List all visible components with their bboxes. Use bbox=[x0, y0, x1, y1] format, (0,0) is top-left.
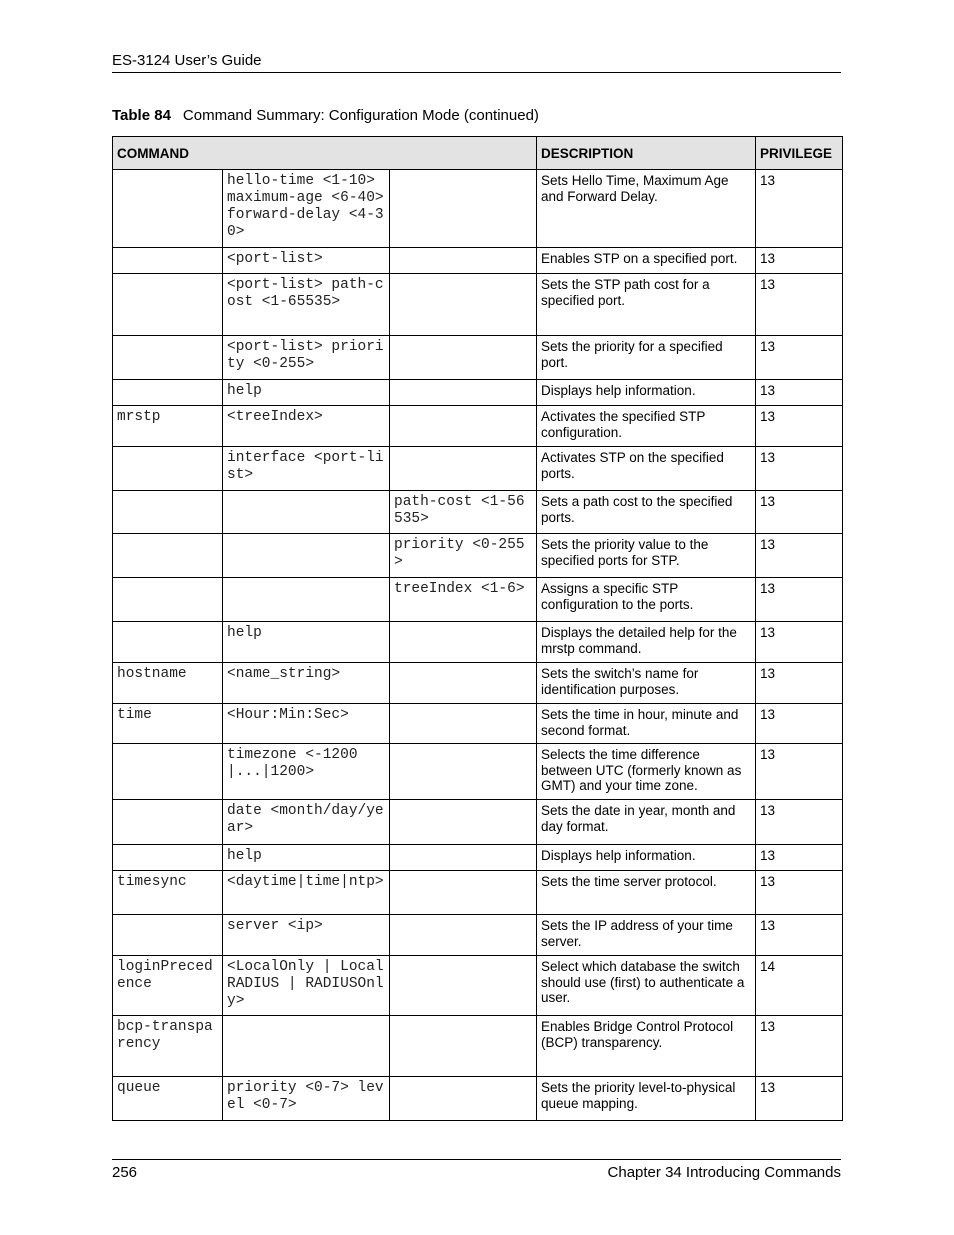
privilege-cell: 13 bbox=[756, 534, 843, 578]
table-row bbox=[113, 1077, 843, 1121]
table-row bbox=[113, 956, 843, 1016]
description-cell: Sets Hello Time, Maximum Age and Forward Delay. bbox=[537, 170, 756, 248]
table-row bbox=[113, 248, 843, 274]
description-cell: Activates STP on the specified ports. bbox=[537, 447, 756, 491]
header-command: COMMAND bbox=[113, 137, 537, 170]
table-row bbox=[113, 744, 843, 800]
option-cell bbox=[390, 1077, 537, 1121]
option-cell bbox=[390, 704, 537, 744]
privilege-cell: 13 bbox=[756, 336, 843, 380]
subcommand-cell: <port-list> path-cost <1-65535> bbox=[223, 274, 390, 336]
privilege-cell: 13 bbox=[756, 800, 843, 845]
header-privilege: PRIVILEGE bbox=[756, 137, 843, 170]
subcommand-cell: <Hour:Min:Sec> bbox=[223, 704, 390, 744]
description-cell: Displays help information. bbox=[537, 380, 756, 406]
option-cell bbox=[390, 248, 537, 274]
description-cell: Enables Bridge Control Protocol (BCP) transparency. bbox=[537, 1016, 756, 1077]
option-cell bbox=[390, 380, 537, 406]
description-cell: Sets a path cost to the specified ports. bbox=[537, 491, 756, 534]
command-cell bbox=[113, 491, 223, 534]
subcommand-cell bbox=[223, 491, 390, 534]
option-cell bbox=[390, 336, 537, 380]
description-cell: Assigns a specific STP configuration to the ports. bbox=[537, 578, 756, 622]
table-row bbox=[113, 704, 843, 744]
table-row bbox=[113, 447, 843, 491]
subcommand-cell: timezone <-1200|...|1200> bbox=[223, 744, 390, 800]
table-row bbox=[113, 491, 843, 534]
option-cell: priority <0-255> bbox=[390, 534, 537, 578]
option-cell bbox=[390, 663, 537, 704]
table-row bbox=[113, 663, 843, 704]
command-cell: timesync bbox=[113, 871, 223, 915]
table-body bbox=[113, 170, 843, 1121]
subcommand-cell: <daytime|time|ntp> bbox=[223, 871, 390, 915]
subcommand-cell: <port-list> priority <0-255> bbox=[223, 336, 390, 380]
table-row bbox=[113, 274, 843, 336]
running-footer bbox=[112, 1159, 841, 1181]
chapter-title: Chapter 34 Introducing Commands bbox=[607, 1164, 841, 1181]
command-cell bbox=[113, 578, 223, 622]
table-caption bbox=[112, 107, 539, 124]
page-number: 256 bbox=[112, 1164, 138, 1181]
table-row bbox=[113, 170, 843, 248]
table-row bbox=[113, 1016, 843, 1077]
subcommand-cell: help bbox=[223, 380, 390, 406]
privilege-cell: 13 bbox=[756, 663, 843, 704]
command-cell: time bbox=[113, 704, 223, 744]
option-cell: treeIndex <1-6> bbox=[390, 578, 537, 622]
header-description: DESCRIPTION bbox=[537, 137, 756, 170]
subcommand-cell bbox=[223, 534, 390, 578]
option-cell bbox=[390, 956, 537, 1016]
option-cell bbox=[390, 871, 537, 915]
description-cell: Sets the IP address of your time server. bbox=[537, 915, 756, 956]
command-cell bbox=[113, 274, 223, 336]
option-cell bbox=[390, 274, 537, 336]
subcommand-cell: date <month/day/year> bbox=[223, 800, 390, 845]
command-cell bbox=[113, 447, 223, 491]
guide-title: ES-3124 User’s Guide bbox=[112, 52, 262, 69]
command-cell bbox=[113, 248, 223, 274]
description-cell: Select which database the switch should use (first) to authenticate a user. bbox=[537, 956, 756, 1016]
privilege-cell: 13 bbox=[756, 380, 843, 406]
subcommand-cell: <treeIndex> bbox=[223, 406, 390, 447]
table-row bbox=[113, 845, 843, 871]
description-cell: Sets the date in year, month and day format. bbox=[537, 800, 756, 845]
privilege-cell: 13 bbox=[756, 578, 843, 622]
table-row bbox=[113, 406, 843, 447]
command-cell bbox=[113, 622, 223, 663]
option-cell bbox=[390, 170, 537, 248]
subcommand-cell: <port-list> bbox=[223, 248, 390, 274]
privilege-cell: 14 bbox=[756, 956, 843, 1016]
option-cell bbox=[390, 845, 537, 871]
subcommand-cell: help bbox=[223, 845, 390, 871]
subcommand-cell: server <ip> bbox=[223, 915, 390, 956]
subcommand-cell: priority <0-7> level <0-7> bbox=[223, 1077, 390, 1121]
table-row bbox=[113, 534, 843, 578]
running-header bbox=[112, 52, 841, 73]
subcommand-cell bbox=[223, 578, 390, 622]
command-summary-table bbox=[112, 136, 843, 1121]
privilege-cell: 13 bbox=[756, 248, 843, 274]
subcommand-cell bbox=[223, 1016, 390, 1077]
description-cell: Sets the STP path cost for a specified port. bbox=[537, 274, 756, 336]
privilege-cell: 13 bbox=[756, 1016, 843, 1077]
option-cell bbox=[390, 915, 537, 956]
command-cell: loginPrecedence bbox=[113, 956, 223, 1016]
description-cell: Activates the specified STP configuration. bbox=[537, 406, 756, 447]
privilege-cell: 13 bbox=[756, 871, 843, 915]
subcommand-cell: help bbox=[223, 622, 390, 663]
subcommand-cell: interface <port-list> bbox=[223, 447, 390, 491]
privilege-cell: 13 bbox=[756, 406, 843, 447]
command-cell bbox=[113, 170, 223, 248]
option-cell bbox=[390, 800, 537, 845]
description-cell: Sets the time in hour, minute and second format. bbox=[537, 704, 756, 744]
table-header-row bbox=[113, 137, 843, 170]
table-row bbox=[113, 380, 843, 406]
subcommand-cell: <LocalOnly | LocalRADIUS | RADIUSOnly> bbox=[223, 956, 390, 1016]
command-cell bbox=[113, 744, 223, 800]
description-cell: Sets the switch’s name for identification purposes. bbox=[537, 663, 756, 704]
privilege-cell: 13 bbox=[756, 274, 843, 336]
table-row bbox=[113, 622, 843, 663]
command-cell: queue bbox=[113, 1077, 223, 1121]
privilege-cell: 13 bbox=[756, 704, 843, 744]
command-cell: hostname bbox=[113, 663, 223, 704]
command-cell bbox=[113, 534, 223, 578]
table-row bbox=[113, 578, 843, 622]
description-cell: Sets the priority for a specified port. bbox=[537, 336, 756, 380]
command-cell bbox=[113, 800, 223, 845]
description-cell: Sets the time server protocol. bbox=[537, 871, 756, 915]
command-cell bbox=[113, 336, 223, 380]
table-title: Command Summary: Configuration Mode (continued) bbox=[182, 107, 539, 124]
description-cell: Displays help information. bbox=[537, 845, 756, 871]
privilege-cell: 13 bbox=[756, 447, 843, 491]
command-cell bbox=[113, 380, 223, 406]
option-cell bbox=[390, 1016, 537, 1077]
table-row bbox=[113, 800, 843, 845]
privilege-cell: 13 bbox=[756, 744, 843, 800]
privilege-cell: 13 bbox=[756, 170, 843, 248]
privilege-cell: 13 bbox=[756, 845, 843, 871]
command-cell bbox=[113, 915, 223, 956]
privilege-cell: 13 bbox=[756, 1077, 843, 1121]
option-cell bbox=[390, 406, 537, 447]
option-cell bbox=[390, 447, 537, 491]
option-cell bbox=[390, 744, 537, 800]
privilege-cell: 13 bbox=[756, 622, 843, 663]
table-number: Table 84 bbox=[112, 107, 171, 124]
description-cell: Displays the detailed help for the mrstp command. bbox=[537, 622, 756, 663]
option-cell: path-cost <1-56535> bbox=[390, 491, 537, 534]
command-cell: bcp-transparency bbox=[113, 1016, 223, 1077]
table-row bbox=[113, 915, 843, 956]
option-cell bbox=[390, 622, 537, 663]
description-cell: Selects the time difference between UTC (formerly known as GMT) and your time zone. bbox=[537, 744, 756, 800]
command-cell bbox=[113, 845, 223, 871]
subcommand-cell: <name_string> bbox=[223, 663, 390, 704]
table-row bbox=[113, 871, 843, 915]
table-row bbox=[113, 336, 843, 380]
subcommand-cell: hello-time <1-10> maximum-age <6-40> forward-delay <4-30> bbox=[223, 170, 390, 248]
command-cell: mrstp bbox=[113, 406, 223, 447]
description-cell: Sets the priority level-to-physical queue mapping. bbox=[537, 1077, 756, 1121]
description-cell: Enables STP on a specified port. bbox=[537, 248, 756, 274]
description-cell: Sets the priority value to the specified ports for STP. bbox=[537, 534, 756, 578]
privilege-cell: 13 bbox=[756, 491, 843, 534]
privilege-cell: 13 bbox=[756, 915, 843, 956]
